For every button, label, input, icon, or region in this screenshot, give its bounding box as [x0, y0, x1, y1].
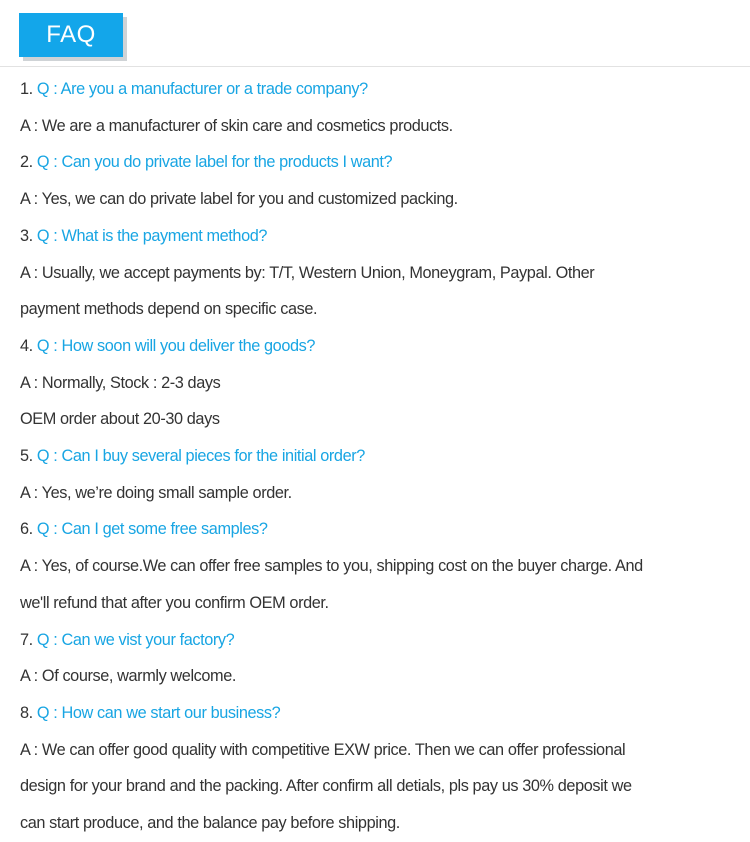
faq-question-text: Q : Can we vist your factory? — [36, 630, 235, 649]
faq-question-number: 1. — [20, 80, 33, 98]
faq-question-2 — [20, 144, 730, 181]
faq-question-text: Q : Can I get some free samples? — [36, 520, 268, 539]
faq-question-number: 7. — [20, 630, 33, 649]
faq-answer-8-line-1: A : We can offer good quality with competitive EXW price. Then we can offer professional — [20, 740, 626, 759]
faq-question-number: 8. — [20, 703, 33, 722]
faq-title-badge: FAQ — [19, 13, 123, 57]
faq-answer-3-line-2: payment methods depend on specific case. — [20, 300, 318, 319]
faq-question-text: Q : How can we start our business? — [36, 703, 281, 722]
faq-question-6 — [20, 511, 730, 548]
faq-question-1 — [20, 71, 730, 108]
faq-header — [19, 13, 123, 57]
faq-question-text: Q : What is the payment method? — [36, 226, 268, 245]
faq-answer-6-line-1: A : Yes, of course.We can offer free samples to you, shipping cost on the buyer charge. And — [20, 557, 643, 576]
faq-question-number: 6. — [20, 520, 33, 539]
faq-answer-3-line-1: A : Usually, we accept payments by: T/T, Western Union, Moneygram, Paypal. Other — [20, 263, 595, 282]
faq-question-number: 4. — [20, 336, 33, 355]
faq-question-5 — [20, 438, 730, 475]
faq-question-text: Q : How soon will you deliver the goods? — [36, 336, 316, 355]
faq-question-text: Q : Can I buy several pieces for the initial order? — [36, 447, 365, 466]
faq-question-3 — [20, 218, 730, 255]
faq-answer-8-line-3: can start produce, and the balance pay before shipping. — [20, 814, 400, 833]
faq-answer-1-line-1: A : We are a manufacturer of skin care and cosmetics products. — [20, 116, 453, 135]
faq-answer-7-line-1: A : Of course, warmly welcome. — [20, 667, 237, 686]
faq-question-number: 3. — [20, 226, 33, 245]
faq-answer-4-line-1: A : Normally, Stock : 2-3 days — [20, 373, 221, 392]
faq-question-text: Q : Can you do private label for the products I want? — [36, 153, 393, 172]
faq-question-number: 5. — [20, 447, 33, 466]
header-divider — [0, 66, 750, 67]
faq-question-7 — [20, 622, 730, 659]
faq-list — [20, 71, 730, 842]
faq-question-8 — [20, 695, 730, 732]
faq-question-text: Q : Are you a manufacturer or a trade company? — [36, 80, 368, 98]
faq-answer-8-line-2: design for your brand and the packing. After confirm all detials, pls pay us 30% deposit we — [20, 777, 632, 796]
faq-question-number: 2. — [20, 153, 33, 172]
faq-answer-4-line-2: OEM order about 20-30 days — [20, 410, 220, 429]
faq-question-4 — [20, 328, 730, 365]
faq-answer-2-line-1: A : Yes, we can do private label for you and customized packing. — [20, 190, 458, 209]
faq-answer-5-line-1: A : Yes, we’re doing small sample order. — [20, 483, 292, 502]
faq-answer-6-line-2: we'll refund that after you confirm OEM order. — [20, 593, 329, 612]
